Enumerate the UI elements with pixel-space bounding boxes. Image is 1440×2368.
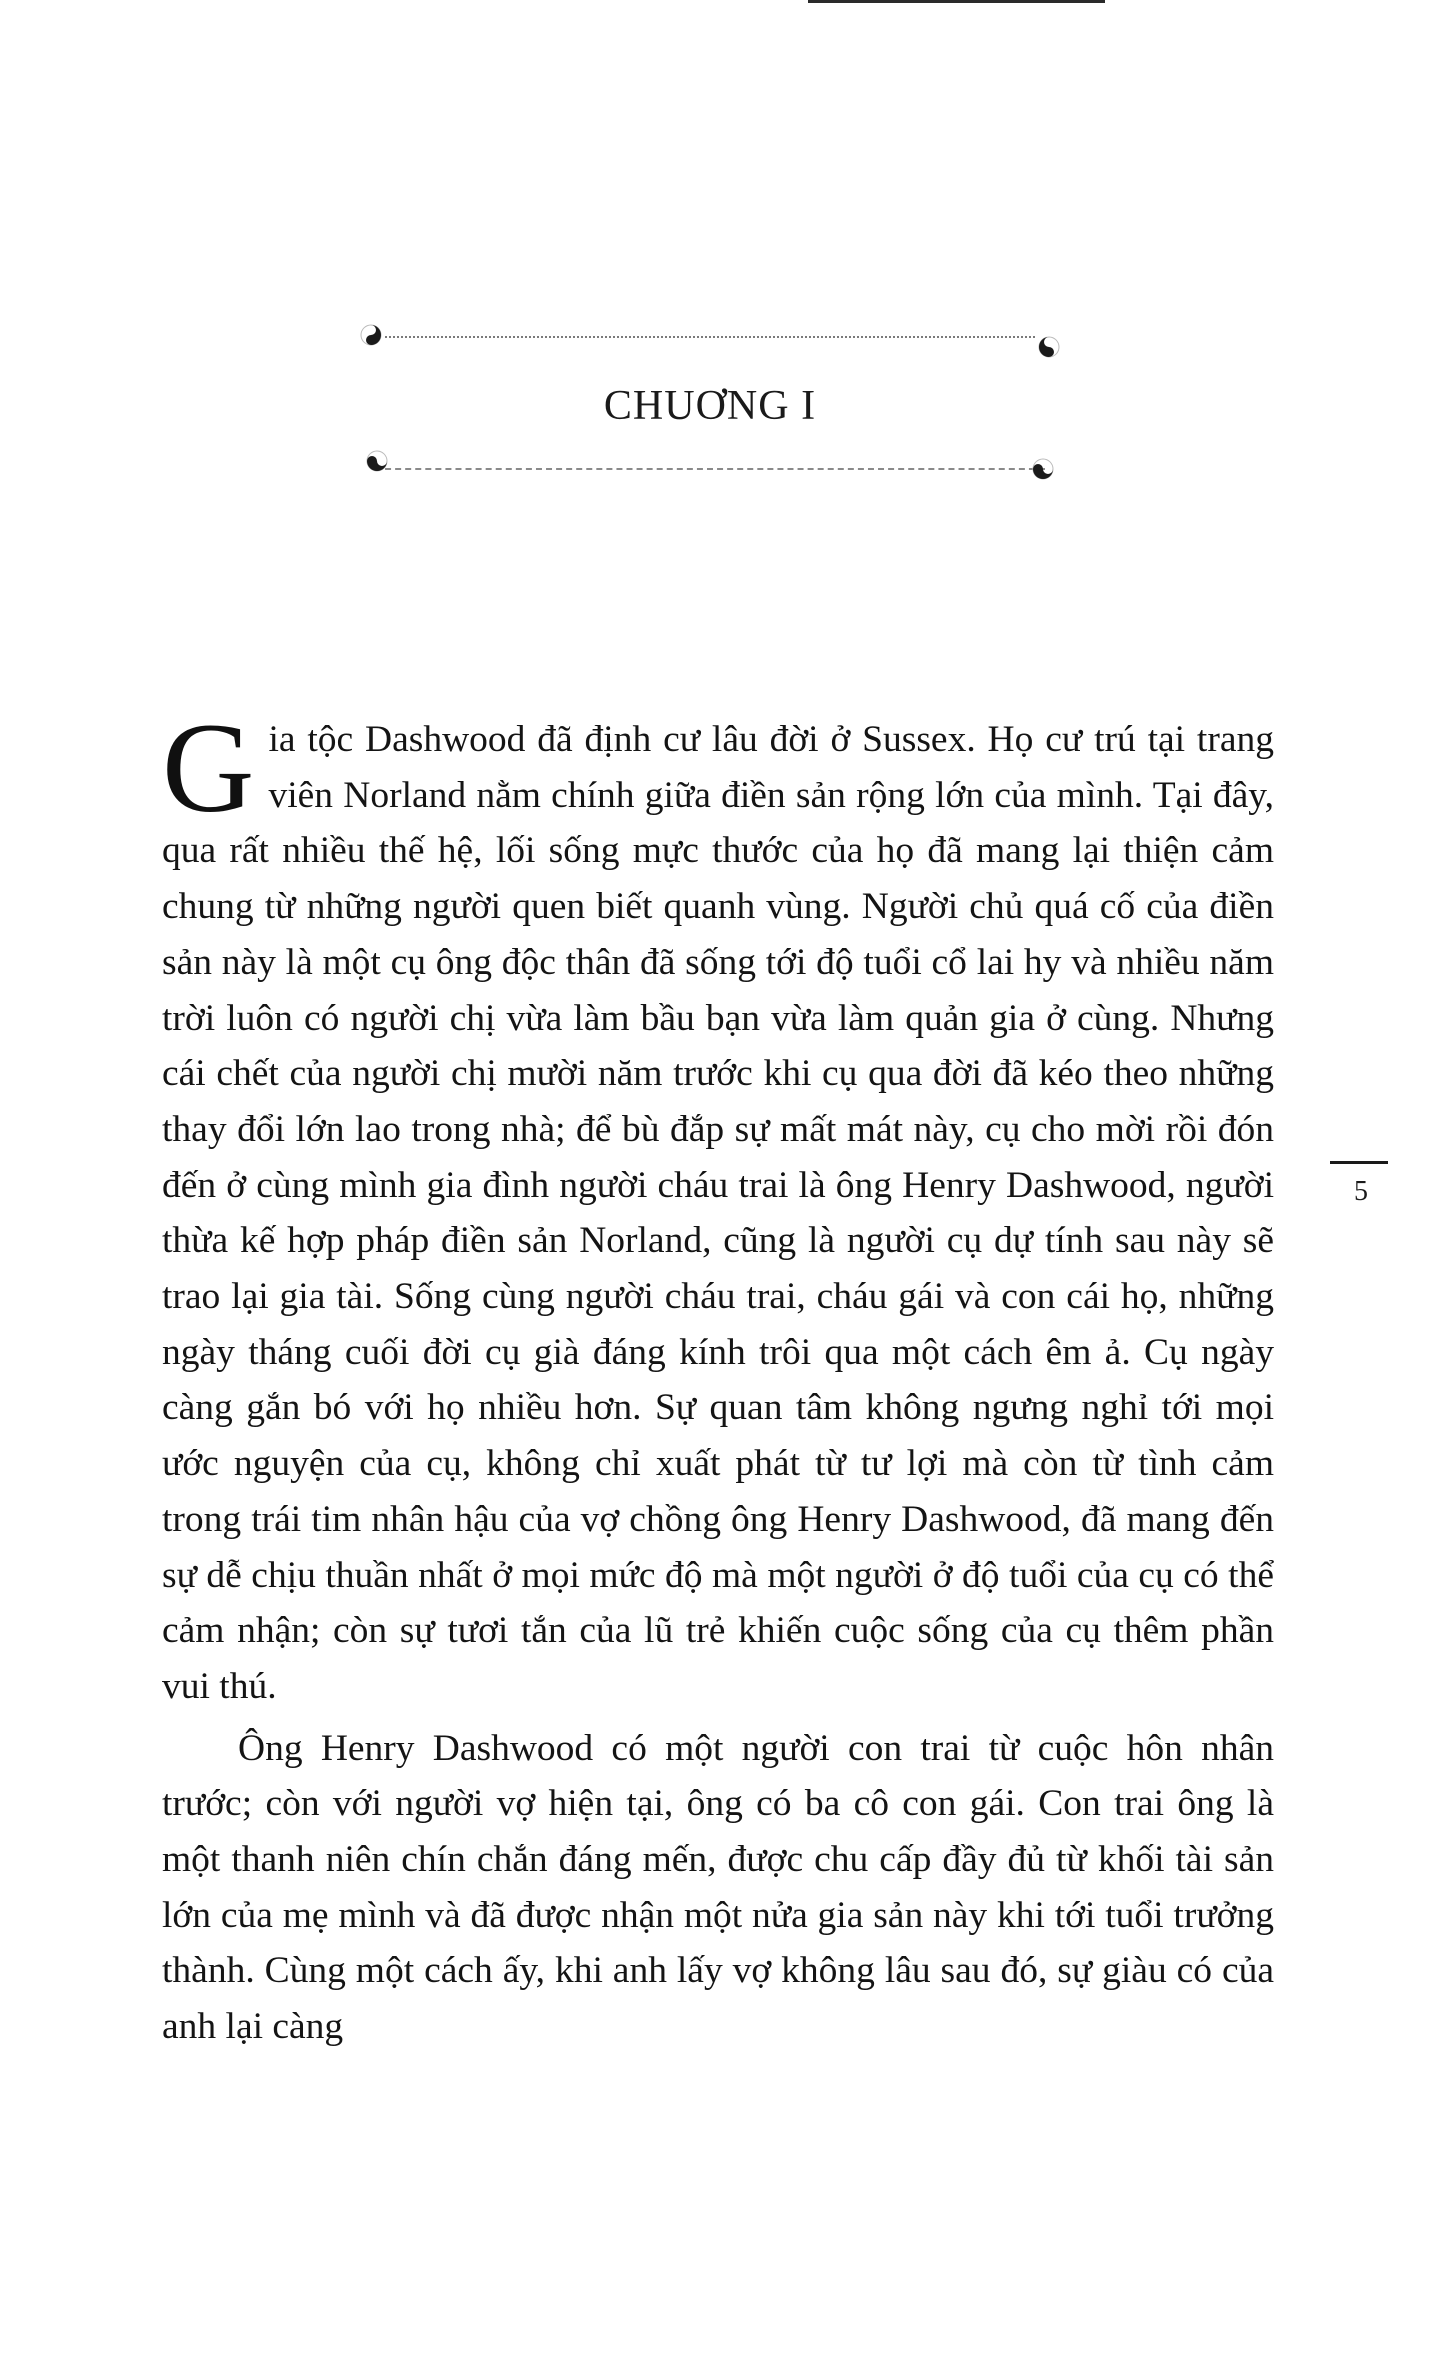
chapter-heading-frame — [340, 318, 1080, 488]
page-number-rule — [1330, 1161, 1388, 1164]
body-text — [162, 697, 1274, 2055]
ornament-top-right-icon — [1036, 334, 1062, 360]
page-number: 5 — [1354, 1176, 1368, 1207]
ornament-bottom-left-icon — [364, 448, 390, 474]
frame-bottom-line — [375, 468, 1045, 470]
frame-top-line — [385, 336, 1035, 338]
top-edge-rule — [808, 0, 1105, 3]
paragraph-first — [162, 697, 1274, 1715]
paragraph-second: Ông Henry Dashwood có một người con trai từ cuộc hôn nhân trước; còn với người vợ hiện tại, ông có ba cô con gái. Con trai ông là một thanh niên chín chắn đáng mến, được chu cấp đầy đủ từ khối tài sản lớn của mẹ mình và đã được nhận một nửa gia sản này khi tới tuổi trưởng thành. Cùng một cách ấy, khi anh lấy vợ không lâu sau đó, sự giàu có của anh lại càng — [162, 1727, 1274, 2048]
chapter-title: CHUƠNG I — [603, 383, 817, 429]
ornament-top-left-icon — [358, 322, 384, 348]
paragraph-first-text: ia tộc Dashwood đã định cư lâu đời ở Sussex. Họ cư trú tại trang viên Norland nằm chính giữa điền sản rộng lớn của mình. Tại đây, qua rất nhiều thế hệ, lối sống mực thước của họ đã mang lại thiện cảm chung từ những người quen biết quanh vùng. Người chủ quá cố của điền sản này là một cụ ông độc thân đã sống tới độ tuổi cổ lai hy và nhiều năm trời luôn có người chị vừa làm bầu bạn vừa làm quản gia ở cùng. Nhưng cái chết của người chị mười năm trước khi cụ qua đời đã kéo theo những thay đổi lớn lao trong nhà; để bù đắp sự mất mát này, cụ cho mời rồi đón đến ở cùng mình gia đình người cháu trai là ông Henry Dashwood, người thừa kế hợp pháp điền sản Norland, cũng là người cụ dự tính sau này sẽ trao lại gia tài. Sống cùng người cháu trai, cháu gái và con cái họ, những ngày tháng cuối đời cụ già đáng kính trôi qua một cách êm ả. Cụ ngày càng gắn bó với họ nhiều hơn. Sự quan tâm không ngưng nghỉ tới mọi ước nguyện của cụ, không chỉ xuất phát từ tư lợi mà còn từ tình cảm trong trái tim nhân hậu của vợ chồng ông Henry Dashwood, đã mang đến sự dễ chịu thuần nhất ở mọi mức độ mà một người ở độ tuổi của cụ có thể cảm nhận; còn sự tươi tắn của lũ trẻ khiến cuộc sống của cụ thêm phần vui thú. — [162, 719, 1274, 1707]
ornament-bottom-right-icon — [1030, 456, 1056, 482]
drop-cap: G — [162, 697, 255, 839]
